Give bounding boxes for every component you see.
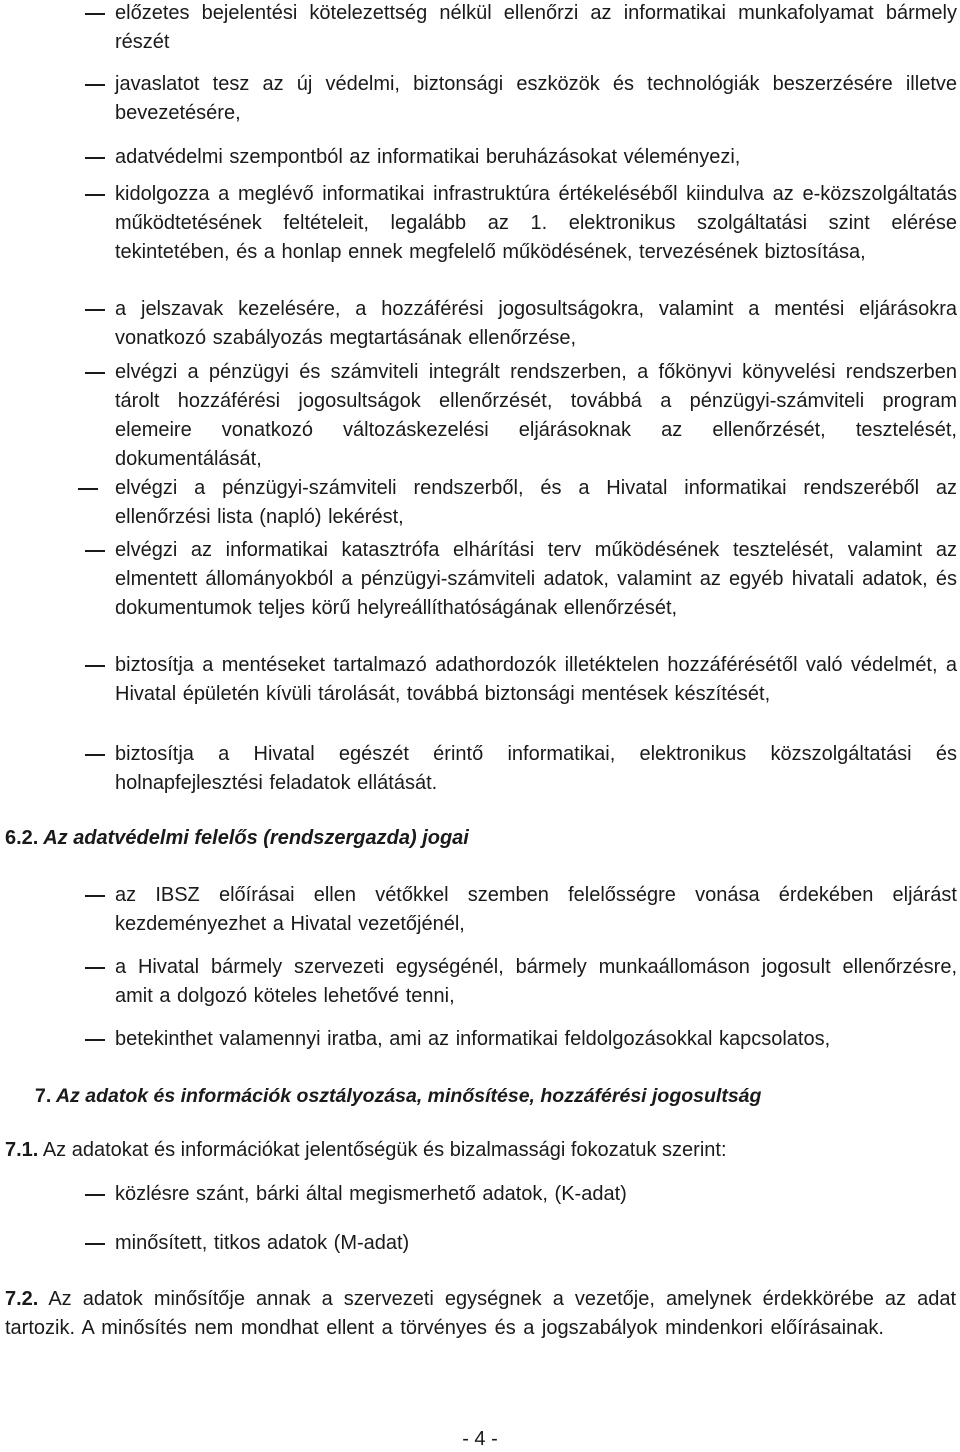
list-item-text: elvégzi az informatikai katasztrófa elhárítási terv működésének tesztelését, valamint az elmentett állományokból a pénzügyi-számviteli adatok, valamint az egyéb hivatali adatok, és dokumentumok teljes körű helyreállíthatóságának ellenőrzését, bbox=[115, 539, 957, 619]
list-item-text: az IBSZ előírásai ellen vétőkkel szemben felelősségre vonása érdekében eljárást kezdeményezhet a Hivatal vezetőjénél, bbox=[115, 884, 957, 935]
list-item bbox=[115, 881, 957, 939]
dash-bullet bbox=[85, 754, 105, 756]
dash-bullet bbox=[85, 895, 105, 897]
dash-bullet bbox=[85, 372, 105, 374]
section-number: 6.2. bbox=[5, 827, 39, 849]
dash-bullet bbox=[85, 550, 105, 552]
list-item-text: közlésre szánt, bárki által megismerhető adatok, (K-adat) bbox=[115, 1183, 627, 1205]
list-item bbox=[115, 180, 957, 267]
paragraph-number: 7.1. bbox=[5, 1139, 39, 1161]
list-item bbox=[115, 953, 957, 1011]
list-item bbox=[115, 358, 957, 474]
list-item-text: adatvédelmi szempontból az informatikai beruházásokat véleményezi, bbox=[115, 146, 741, 168]
dash-bullet bbox=[85, 665, 105, 667]
list-item-text: előzetes bejelentési kötelezettség nélkül ellenőrzi az informatikai munkafolyamat bármely részét bbox=[115, 2, 957, 53]
dash-bullet bbox=[85, 194, 105, 196]
dash-bullet bbox=[85, 84, 105, 86]
list-item bbox=[115, 1229, 957, 1258]
paragraph-7-2 bbox=[5, 1285, 956, 1343]
section-heading bbox=[35, 1082, 761, 1110]
dash-bullet bbox=[85, 1194, 105, 1196]
list-item bbox=[115, 651, 957, 709]
paragraph-7-1 bbox=[5, 1136, 727, 1165]
list-item-text: betekinthet valamennyi iratba, ami az informatikai feldolgozásokkal kapcsolatos, bbox=[115, 1028, 831, 1050]
list-item bbox=[115, 1025, 957, 1054]
list-item-text: minősített, titkos adatok (M-adat) bbox=[115, 1232, 410, 1254]
paragraph-number: 7.2. bbox=[5, 1288, 39, 1310]
list-item-text: elvégzi a pénzügyi és számviteli integrált rendszerben, a főkönyvi könyvelési rendszerben tárolt hozzáférési jogosultságok ellenőrzését, továbbá a pénzügyi-számviteli program elemeire vonatkozó változáskezelési eljárásoknak az ellenőrzését, tesztelését, dokumentálását, bbox=[115, 361, 957, 470]
list-item-text: biztosítja a mentéseket tartalmazó adathordozók illetéktelen hozzáférésétől való védelmét, a Hivatal épületén kívüli tárolását, továbbá biztonsági mentések készítését, bbox=[115, 654, 957, 705]
section-heading bbox=[5, 824, 469, 852]
dash-bullet bbox=[85, 1243, 105, 1245]
section-title: Az adatok és információk osztályozása, minősítése, hozzáférési jogosultság bbox=[55, 1085, 762, 1107]
paragraph-text: Az adatok minősítője annak a szervezeti egységnek a vezetője, amelynek érdekkörébe az adat tartozik. A minősítés nem mondhat ellent a törvényes és a jogszabályok mindenkori előírásainak. bbox=[5, 1288, 957, 1339]
section-number: 7. bbox=[35, 1085, 52, 1107]
list-item bbox=[115, 474, 957, 532]
section-title: Az adatvédelmi felelős (rendszergazda) jogai bbox=[43, 827, 469, 849]
list-item-text: elvégzi a pénzügyi-számviteli rendszerből, és a Hivatal informatikai rendszeréből az ellenőrzési lista (napló) lekérést, bbox=[115, 477, 957, 528]
list-item-text: a jelszavak kezelésére, a hozzáférési jogosultságokra, valamint a mentési eljárásokra vonatkozó szabályozás megtartásának ellenőrzése, bbox=[115, 298, 957, 349]
dash-bullet bbox=[85, 13, 105, 15]
list-item bbox=[115, 740, 957, 798]
paragraph-text: Az adatokat és információkat jelentőségük és bizalmassági fokozatuk szerint: bbox=[42, 1139, 727, 1161]
list-item-text: biztosítja a Hivatal egészét érintő informatikai, elektronikus közszolgáltatási és holnapfejlesztési feladatok ellátását. bbox=[115, 743, 957, 794]
list-item bbox=[115, 70, 957, 128]
dash-bullet bbox=[85, 1039, 105, 1041]
dash-bullet bbox=[78, 488, 98, 490]
dash-bullet bbox=[85, 967, 105, 969]
page-number: - 4 - bbox=[462, 1428, 498, 1450]
list-item-text: a Hivatal bármely szervezeti egységénél, bármely munkaállomáson jogosult ellenőrzésre, amit a dolgozó köteles lehetővé tenni, bbox=[115, 956, 957, 1007]
list-item-text: javaslatot tesz az új védelmi, biztonsági eszközök és technológiák beszerzésére illetve bevezetésére, bbox=[115, 73, 957, 124]
list-item bbox=[115, 1180, 957, 1209]
list-item-text: kidolgozza a meglévő informatikai infrastruktúra értékeléséből kiindulva az e-közszolgáltatás működtetésének feltételeit, legalább az 1. elektronikus szolgáltatási szint elérése tekintetében, és a honlap ennek megfelelő működésének, tervezésének biztosítása, bbox=[115, 183, 957, 263]
list-item bbox=[115, 536, 957, 623]
list-item bbox=[115, 0, 957, 57]
list-item bbox=[115, 295, 957, 353]
dash-bullet bbox=[85, 309, 105, 311]
dash-bullet bbox=[85, 157, 105, 159]
list-item bbox=[115, 143, 957, 172]
